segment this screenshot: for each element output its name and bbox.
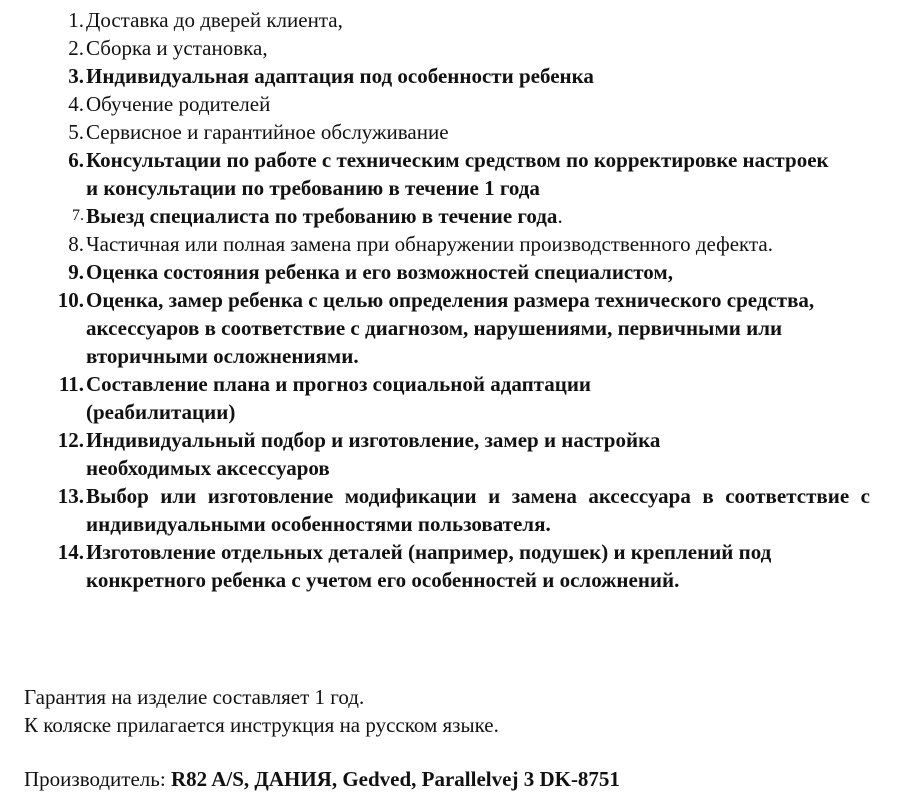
manufacturer-value: R82 A/S, ДАНИЯ, Gedved, Parallelvej 3 DK-8751	[170, 767, 620, 791]
list-text: Выезд специалиста по требованию в течение года	[86, 204, 558, 228]
list-text: Составление плана и прогноз социальной адаптации (реабилитации)	[86, 372, 592, 424]
list-text: Индивидуальный подбор и изготовление, замер и настройка необходимых аксессуаров	[86, 428, 661, 480]
list-item-12	[0, 426, 870, 482]
list-text-suffix: .	[557, 204, 563, 228]
list-item-13	[0, 482, 870, 538]
list-item-4	[0, 90, 870, 118]
list-number: 6.	[68, 148, 84, 172]
list-item-14	[0, 538, 870, 594]
list-text: Оценка состояния ребенка и его возможностей специалистом,	[86, 260, 673, 284]
list-text: Сборка и установка,	[86, 36, 268, 60]
list-item-5	[0, 118, 870, 146]
list-text: Консультации по работе с техническим средством по корректировке настроек и консультации по требованию в течение 1 года	[86, 148, 829, 200]
list-text: Частичная или полная замена при обнаружении производственного дефекта.	[86, 232, 773, 256]
list-item-3	[0, 62, 870, 90]
list-number: 12.	[57, 428, 84, 452]
list-number: 10.	[57, 288, 84, 312]
list-number: 5.	[68, 120, 84, 144]
list-text: Индивидуальная адаптация под особенности ребенка	[86, 64, 594, 88]
list-number: 11.	[58, 372, 84, 396]
list-text: Обучение родителей	[86, 92, 271, 116]
services-list	[0, 6, 870, 594]
list-text: Изготовление отдельных деталей (например, подушек) и креплений под конкретного ребенка с учетом его особенностей и осложнений.	[86, 540, 772, 592]
list-number: 7.	[72, 207, 84, 224]
manual-note: К коляске прилагается инструкция на русском языке.	[24, 713, 499, 737]
list-item-2	[0, 34, 870, 62]
list-item-11	[0, 370, 870, 426]
list-number: 3.	[68, 64, 84, 88]
list-item-8	[0, 230, 870, 258]
list-item-9	[0, 258, 870, 286]
list-number: 2.	[68, 36, 84, 60]
list-text: Сервисное и гарантийное обслуживание	[86, 120, 449, 144]
list-item-10	[0, 286, 870, 370]
manufacturer-label: Производитель:	[24, 767, 171, 791]
list-number: 8.	[68, 232, 84, 256]
list-item-7	[0, 202, 870, 230]
list-text: Оценка, замер ребенка с целью определения размера технического средства, аксессуаров в соответствие с диагнозом, нарушениями, первичными или вторичными осложнениями.	[86, 288, 815, 368]
warranty-note: Гарантия на изделие составляет 1 год.	[24, 685, 365, 709]
list-number: 4.	[68, 92, 84, 116]
list-number: 9.	[68, 260, 84, 284]
list-text: Выбор или изготовление модификации и замена аксессуара в соответствие с индивидуальными особенностями пользователя.	[86, 484, 870, 536]
list-text: Доставка до дверей клиента,	[86, 8, 343, 32]
list-item-1	[0, 6, 870, 34]
list-number: 1.	[68, 8, 84, 32]
manufacturer-line	[24, 765, 884, 793]
list-text-wrap	[86, 202, 870, 230]
list-number: 13.	[57, 484, 84, 508]
list-item-6	[0, 146, 870, 202]
list-number: 14.	[57, 540, 84, 564]
